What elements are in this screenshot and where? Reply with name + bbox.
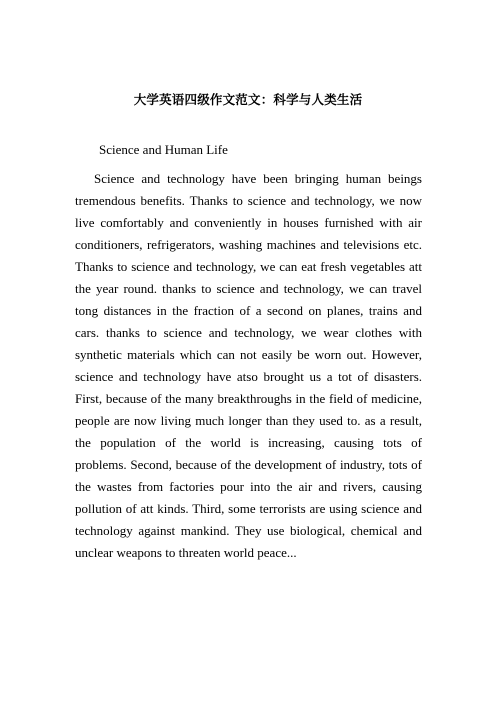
document-title: 大学英语四级作文范文：科学与人类生活 [133,92,363,107]
essay-body-paragraph: Science and technology have been bringing human beings tremendous benefits. Thanks to science and technology, we now live comfortably and conveniently in houses furnished with air conditioners, refrigerators, washing machines and televisions etc. Thanks to science and technology, we can eat fresh vegetables att the year round. thanks to science and technology, we can travel tong distances in the fraction of a second on planes, trains and cars. thanks to science and technology, we wear clothes with synthetic materials which can not easily be worn out. However, science and technology have atso brought us a tot of disasters. First, because of the many breakthroughs in the field of medicine, people are now living much longer than they used to. as a result, the population of the world is increasing, causing tots of problems. Second, because of the development of industry, tots of the wastes from factories pour into the air and rivers, causing pollution of att kinds. Third, some terrorists are using science and technology against mankind. They use biological, chemical and unclear weapons to threaten world peace... [75,171,422,560]
essay-title: Science and Human Life [99,142,228,157]
